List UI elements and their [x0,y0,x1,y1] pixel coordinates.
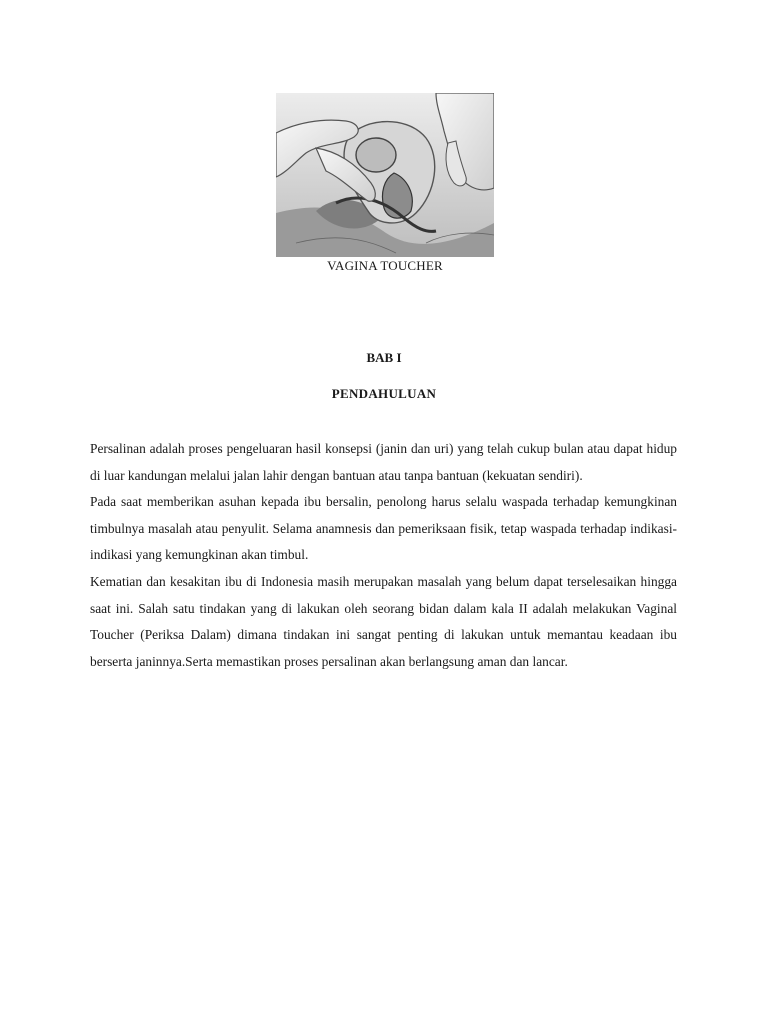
anatomy-illustration [276,93,494,257]
paragraph-2: Pada saat memberikan asuhan kepada ibu bersalin, penolong harus selalu waspada terhadap kemungkinan timbulnya masalah atau penyulit. Selama anamnesis dan pemeriksaan fisik, tetap waspada terhadap indikasi-indikasi yang kemungkinan akan timbul. [90,494,677,563]
paragraph-3: Kematian dan kesakitan ibu di Indonesia masih merupakan masalah yang belum dapat terselesaikan hingga saat ini. Salah satu tindakan yang di lakukan oleh seorang bidan dalam kala II adalah melakukan Vaginal Toucher (Periksa Dalam) dimana tindakan ini sangat penting di lakukan untuk memantau keadaan ibu berserta janinnya.Serta memastikan proses persalinan akan berlangsung aman dan lancar. [90,573,677,669]
body-text [90,436,677,675]
chapter-number: BAB I [366,350,402,365]
paragraph-1: Persalinan adalah proses pengeluaran hasil konsepsi (janin dan uri) yang telah cukup bulan atau dapat hidup di luar kandungan melalui jalan lahir dengan bantuan atau tanpa bantuan (kekuatan sendiri). [90,441,677,483]
anatomy-illustration-icon [276,93,494,257]
figure-caption: VAGINA TOUCHER [327,258,443,273]
chapter-title: PENDAHULUAN [331,386,437,401]
